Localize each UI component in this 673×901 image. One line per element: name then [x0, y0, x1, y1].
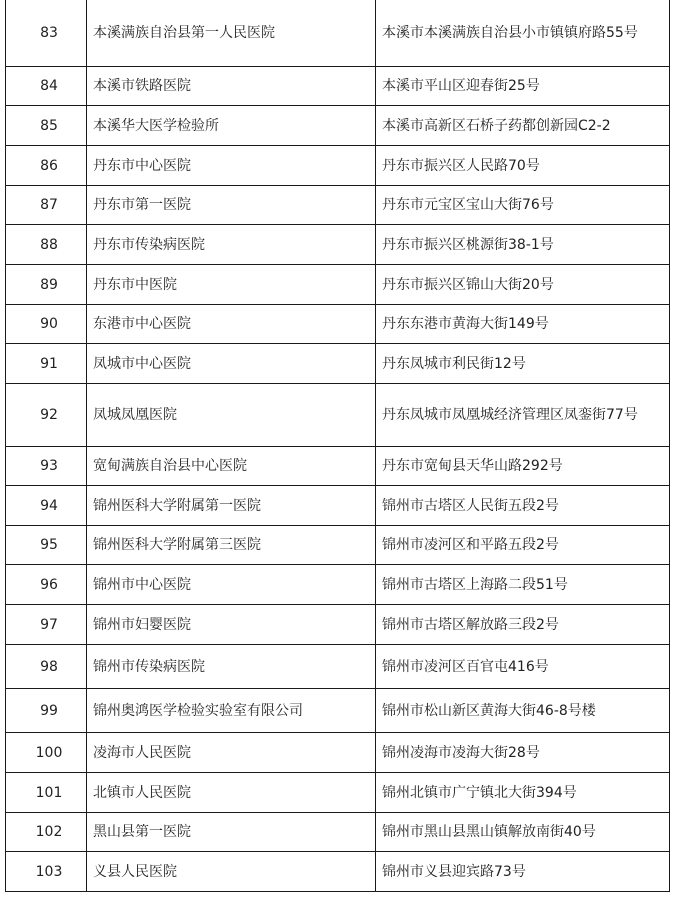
- hospital-name-cell: 锦州医科大学附属第三医院: [87, 526, 376, 565]
- table-row: [6, 813, 670, 852]
- row-number-cell: 102: [6, 813, 87, 852]
- hospital-table-body: [6, 0, 670, 892]
- address-cell: 锦州市古塔区上海路二段51号: [376, 565, 670, 605]
- address-cell: 丹东东港市黄海大街149号: [376, 305, 670, 344]
- address-cell: 锦州市古塔区解放路三段2号: [376, 605, 670, 645]
- hospital-name-cell: 锦州市妇婴医院: [87, 605, 376, 645]
- row-number-cell: 103: [6, 852, 87, 892]
- table-row: [6, 773, 670, 813]
- hospital-table: [5, 0, 670, 892]
- table-row: [6, 852, 670, 892]
- row-number-cell: 92: [6, 384, 87, 447]
- hospital-name-cell: 锦州医科大学附属第一医院: [87, 486, 376, 526]
- row-number-cell: 90: [6, 305, 87, 344]
- table-row: [6, 0, 670, 67]
- hospital-name-cell: 丹东市中医院: [87, 265, 376, 305]
- address-cell: 丹东市元宝区宝山大街76号: [376, 186, 670, 225]
- address-cell: 丹东凤城市利民街12号: [376, 344, 670, 384]
- hospital-name-cell: 凤城凤凰医院: [87, 384, 376, 447]
- hospital-name-cell: 凌海市人民医院: [87, 733, 376, 773]
- hospital-name-cell: 北镇市人民医院: [87, 773, 376, 813]
- hospital-name-cell: 本溪市铁路医院: [87, 67, 376, 106]
- table-row: [6, 305, 670, 344]
- row-number-cell: 85: [6, 106, 87, 146]
- address-cell: 锦州市凌河区和平路五段2号: [376, 526, 670, 565]
- table-row: [6, 447, 670, 486]
- address-cell: 本溪市平山区迎春街25号: [376, 67, 670, 106]
- address-cell: 锦州凌海市凌海大街28号: [376, 733, 670, 773]
- address-cell: 锦州市黑山县黑山镇解放南街40号: [376, 813, 670, 852]
- hospital-name-cell: 丹东市传染病医院: [87, 225, 376, 265]
- hospital-name-cell: 锦州市传染病医院: [87, 645, 376, 689]
- table-row: [6, 645, 670, 689]
- address-cell: 锦州市松山新区黄海大街46-8号楼: [376, 689, 670, 733]
- row-number-cell: 95: [6, 526, 87, 565]
- address-cell: 锦州市凌河区百官屯416号: [376, 645, 670, 689]
- hospital-name-cell: 丹东市第一医院: [87, 186, 376, 225]
- row-number-cell: 96: [6, 565, 87, 605]
- table-row: [6, 689, 670, 733]
- address-cell: 丹东市宽甸县天华山路292号: [376, 447, 670, 486]
- table-row: [6, 106, 670, 146]
- hospital-name-cell: 宽甸满族自治县中心医院: [87, 447, 376, 486]
- row-number-cell: 93: [6, 447, 87, 486]
- hospital-name-cell: 锦州市中心医院: [87, 565, 376, 605]
- row-number-cell: 89: [6, 265, 87, 305]
- hospital-name-cell: 丹东市中心医院: [87, 146, 376, 186]
- row-number-cell: 98: [6, 645, 87, 689]
- hospital-name-cell: 黑山县第一医院: [87, 813, 376, 852]
- address-cell: 锦州市古塔区人民街五段2号: [376, 486, 670, 526]
- row-number-cell: 91: [6, 344, 87, 384]
- address-cell: 锦州市义县迎宾路73号: [376, 852, 670, 892]
- table-row: [6, 344, 670, 384]
- table-row: [6, 186, 670, 225]
- row-number-cell: 87: [6, 186, 87, 225]
- table-row: [6, 565, 670, 605]
- row-number-cell: 101: [6, 773, 87, 813]
- row-number-cell: 88: [6, 225, 87, 265]
- hospital-name-cell: 凤城市中心医院: [87, 344, 376, 384]
- address-cell: 丹东凤城市凤凰城经济管理区凤銮街77号: [376, 384, 670, 447]
- row-number-cell: 94: [6, 486, 87, 526]
- row-number-cell: 86: [6, 146, 87, 186]
- address-cell: 锦州北镇市广宁镇北大街394号: [376, 773, 670, 813]
- address-cell: 丹东市振兴区桃源街38-1号: [376, 225, 670, 265]
- table-row: [6, 486, 670, 526]
- table-row: [6, 526, 670, 565]
- address-cell: 丹东市振兴区人民路70号: [376, 146, 670, 186]
- hospital-name-cell: 本溪华大医学检验所: [87, 106, 376, 146]
- row-number-cell: 84: [6, 67, 87, 106]
- table-row: [6, 384, 670, 447]
- table-row: [6, 605, 670, 645]
- table-row: [6, 265, 670, 305]
- row-number-cell: 83: [6, 0, 87, 67]
- table-row: [6, 225, 670, 265]
- hospital-name-cell: 锦州奥鸿医学检验实验室有限公司: [87, 689, 376, 733]
- address-cell: 丹东市振兴区锦山大街20号: [376, 265, 670, 305]
- address-cell: 本溪市本溪满族自治县小市镇镇府路55号: [376, 0, 670, 67]
- table-row: [6, 67, 670, 106]
- row-number-cell: 99: [6, 689, 87, 733]
- hospital-name-cell: 本溪满族自治县第一人民医院: [87, 0, 376, 67]
- hospital-name-cell: 东港市中心医院: [87, 305, 376, 344]
- row-number-cell: 100: [6, 733, 87, 773]
- hospital-name-cell: 义县人民医院: [87, 852, 376, 892]
- table-row: [6, 733, 670, 773]
- row-number-cell: 97: [6, 605, 87, 645]
- table-row: [6, 146, 670, 186]
- address-cell: 本溪市高新区石桥子药都创新园C2-2: [376, 106, 670, 146]
